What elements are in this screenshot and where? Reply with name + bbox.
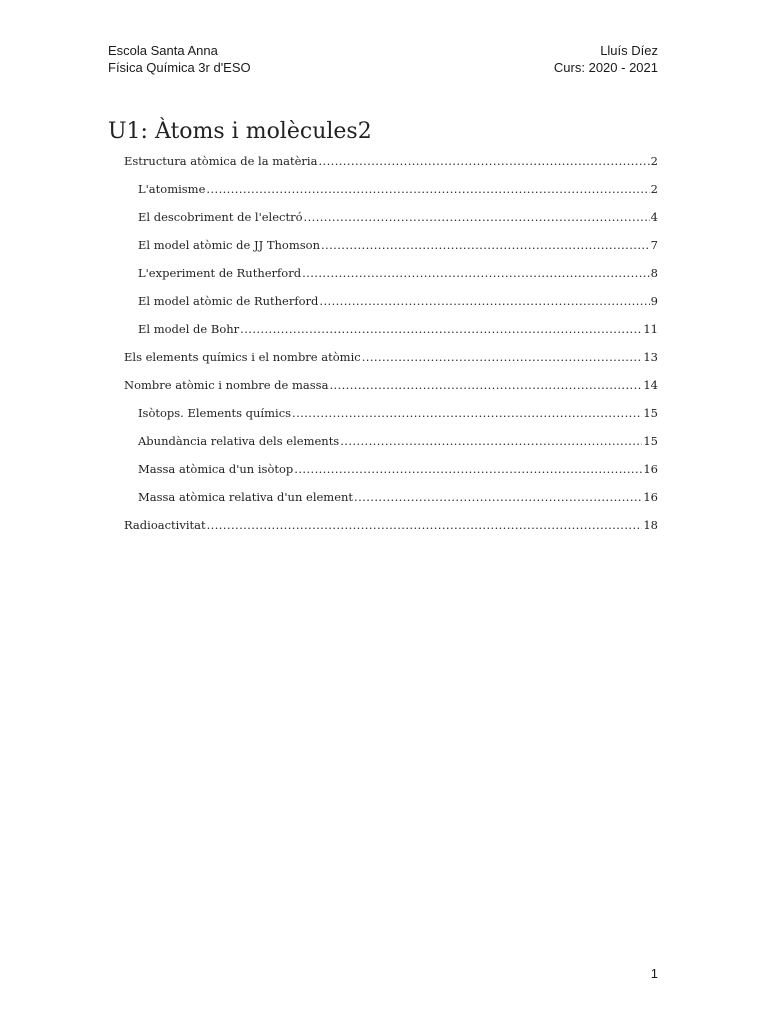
toc-dot-leader: [206, 179, 649, 199]
toc-entry[interactable]: [124, 263, 658, 291]
subject-name: Física Química 3r d'ESO: [108, 60, 251, 75]
toc-entry-label: Radioactivitat: [124, 518, 206, 532]
toc-entry-label: Massa atòmica d'un isòtop: [138, 462, 294, 476]
toc-entry-label: El model atòmic de JJ Thomson: [138, 238, 320, 252]
toc-dot-leader: [362, 347, 643, 367]
toc-entry[interactable]: [124, 235, 658, 263]
toc-entry-label: El model de Bohr: [138, 322, 240, 336]
toc-entry-page: 2: [650, 154, 658, 168]
toc-entry[interactable]: [124, 151, 658, 179]
toc-entry-page: 4: [650, 210, 658, 224]
header-row-2: [108, 59, 658, 76]
document-title: U1: Àtoms i molècules2: [108, 119, 372, 144]
toc-dot-leader: [292, 403, 642, 423]
toc-entry[interactable]: [124, 515, 658, 543]
toc-dot-leader: [207, 515, 643, 535]
toc-dot-leader: [294, 459, 642, 479]
toc-dot-leader: [318, 151, 649, 171]
toc-dot-leader: [240, 319, 642, 339]
toc-entry[interactable]: [124, 487, 658, 515]
toc-entry-page: 14: [643, 378, 658, 392]
toc-dot-leader: [302, 263, 650, 283]
toc-entry-page: 15: [643, 434, 658, 448]
toc-entry-label: Nombre atòmic i nombre de massa: [124, 378, 329, 392]
author-name: Lluís Díez: [600, 43, 658, 58]
toc-dot-leader: [340, 431, 642, 451]
table-of-contents: [124, 151, 658, 543]
toc-entry[interactable]: [124, 207, 658, 235]
toc-entry-page: 16: [643, 462, 658, 476]
toc-entry-label: Els elements químics i el nombre atòmic: [124, 350, 361, 364]
toc-entry[interactable]: [124, 375, 658, 403]
header-row-1: [108, 42, 658, 59]
course-year: Curs: 2020 - 2021: [553, 60, 658, 75]
toc-entry-label: El model atòmic de Rutherford: [138, 294, 319, 308]
toc-entry-page: 7: [650, 238, 658, 252]
toc-entry-page: 2: [650, 182, 658, 196]
toc-entry-label: Massa atòmica relativa d'un element: [138, 490, 354, 504]
school-name: Escola Santa Anna: [108, 43, 218, 58]
toc-entry[interactable]: [124, 459, 658, 487]
toc-dot-leader: [329, 375, 642, 395]
toc-entry-label: El descobriment de l'electró: [138, 210, 303, 224]
toc-entry-page: 16: [643, 490, 658, 504]
toc-dot-leader: [319, 291, 649, 311]
toc-entry-label: L'atomisme: [138, 182, 206, 196]
page-header: [108, 42, 658, 76]
toc-entry-label: Estructura atòmica de la matèria: [124, 154, 318, 168]
toc-entry-page: 13: [643, 350, 658, 364]
toc-entry-page: 15: [643, 406, 658, 420]
toc-entry-label: Abundància relativa dels elements: [138, 434, 340, 448]
toc-entry[interactable]: [124, 431, 658, 459]
toc-entry-page: 8: [650, 266, 658, 280]
toc-entry-page: 9: [650, 294, 658, 308]
toc-entry-page: 11: [643, 322, 658, 336]
toc-entry[interactable]: [124, 291, 658, 319]
toc-entry-label: Isòtops. Elements químics: [138, 406, 292, 420]
toc-entry-page: 18: [643, 518, 658, 532]
toc-entry-label: L'experiment de Rutherford: [138, 266, 302, 280]
toc-entry[interactable]: [124, 347, 658, 375]
toc-dot-leader: [354, 487, 642, 507]
toc-dot-leader: [304, 207, 650, 227]
toc-entry[interactable]: [124, 319, 658, 347]
toc-entry[interactable]: [124, 179, 658, 207]
toc-dot-leader: [321, 235, 650, 255]
toc-entry[interactable]: [124, 403, 658, 431]
page-number: 1: [650, 966, 658, 981]
